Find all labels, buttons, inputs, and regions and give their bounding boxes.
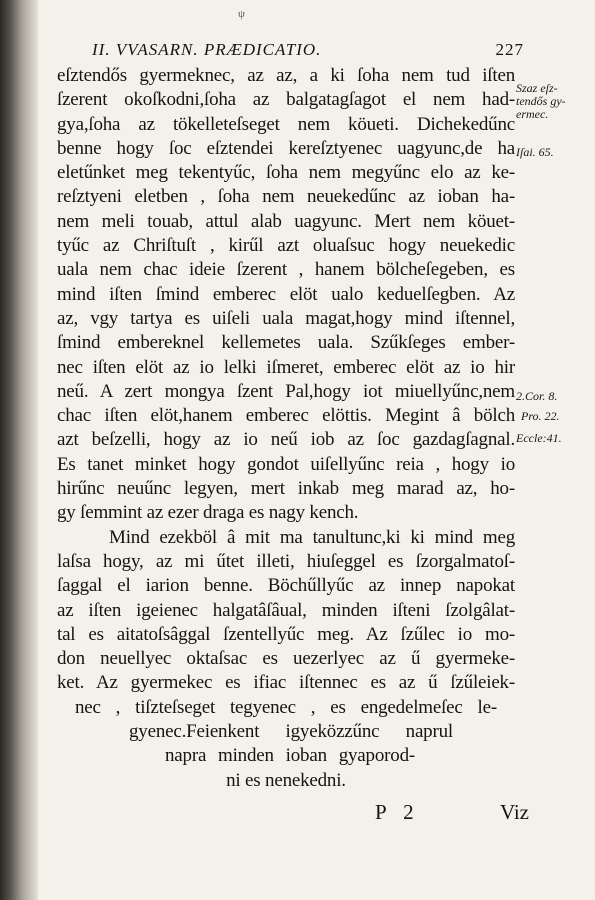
running-header <box>92 40 524 64</box>
paragraph-line: nec , tiſzteſseget tegyenec , es engedelmeſec le- <box>75 696 497 718</box>
text-line: nem meli touab, attul alab uagyunc. Mert nem köuet- <box>57 210 515 232</box>
text-line: chac iſten elöt,hanem emberec elöttis. Megint â bölch <box>57 405 515 427</box>
top-blot: ψ <box>238 8 245 20</box>
paragraph-line: az iſten igeienec halgatâſâual, minden iſteni ſzolgâlat- <box>57 599 515 621</box>
paragraph-line: gyenec.Feienkent igyeközzűnc naprul <box>129 721 453 743</box>
page-footer <box>57 800 529 830</box>
page-number: 227 <box>495 40 524 59</box>
text-line: ſmind embereknel kellemetes uala. Szűkſeges ember- <box>57 332 515 354</box>
paragraph-line: napra minden ioban gyaporod- <box>165 745 415 767</box>
margin-note-eccle: Eccle:41. <box>516 431 562 445</box>
page-body <box>57 64 515 793</box>
running-title: II. VVASARN. PRÆDICATIO. <box>92 40 322 59</box>
margin-note-szaz: Szaz eſz-tendős gy-ermec. <box>516 81 566 121</box>
catchword: Viz <box>499 800 529 824</box>
text-line: neű. A zert mongya ſzent Pal,hogy iot miuellyűnc,nem <box>57 380 515 402</box>
text-line: uala nem chac ideie ſzerent , hanem bölcheſegeben, es <box>57 259 515 281</box>
text-line: ſzerent okoſkodni,ſoha az balgatagſagot el nem had- <box>57 89 515 111</box>
text-line: az, vgy tartya es uiſeli uala magat,hogy mind iſtennel, <box>57 307 515 329</box>
margin-note-pro: Pro. 22. <box>521 409 560 423</box>
paragraph-line: tal es aitatoſsâggal ſzentellyűc meg. Az ſzűlec io mo- <box>57 623 515 645</box>
text-line: azt beſzelli, hogy az io neű iob az ſoc gazdagſagnal. <box>57 429 515 451</box>
signature-mark: P 2 <box>375 800 420 824</box>
paragraph-line: ſaggal el iarion benne. Böchűllyűc az innep napokat <box>57 575 515 597</box>
paragraph-line: ket. Az gyermekec es ifiac iſtennec es az ű ſzűleiek- <box>57 672 515 694</box>
margin-note-isai: Iſai. 65. <box>516 145 554 159</box>
text-line: gya,ſoha az tökelleteſseget nem köueti. Dichekedűnc <box>57 113 515 135</box>
binding-gutter <box>0 0 38 900</box>
text-line: mind iſten ſmind emberec elöt ualo keduelſegben. Az <box>57 283 515 305</box>
text-line: reſztyeni eletben , ſoha nem neuekedűnc az ioban ha- <box>57 186 515 208</box>
text-line: tyűc az Chriſtuſt , kirűl azt oluaſsuc hogy neuekedic <box>57 235 515 257</box>
paragraph-line: Mind ezekböl â mit ma tanultunc,ki ki mind meg <box>109 526 515 548</box>
text-line: eletűnket meg tekentyűc, ſoha nem megyűnc elo az ke- <box>57 162 515 184</box>
text-line: eſztendős gyermeknec, az az, a ki ſoha nem tud iſten <box>57 65 515 86</box>
text-line: nec iſten elöt az io lelki iſmeret, emberec elöt az io hir <box>57 356 515 378</box>
text-line: benne hogy ſoc eſztendei kereſztyenec uagyunc,de ha <box>57 137 515 159</box>
paragraph-line: ni es nenekedni. <box>226 769 346 791</box>
text-line: hirűnc neuűnc legyen, mert inkab meg marad az, ho- <box>57 478 515 500</box>
paragraph-line: laſsa hogy, az mi űtet illeti, hiuſeggel es ſzorgalmatoſ- <box>57 550 515 572</box>
text-line: gy ſemmint az ezer draga es nagy kench. <box>57 502 359 524</box>
margin-note-cor: 2.Cor. 8. <box>516 389 558 403</box>
text-line: Es tanet minket hogy gondot uiſellyűnc reia , hogy io <box>57 453 515 475</box>
paragraph-line: don neuellyec oktaſsac es uezerlyec az ű gyermeke- <box>57 648 515 670</box>
